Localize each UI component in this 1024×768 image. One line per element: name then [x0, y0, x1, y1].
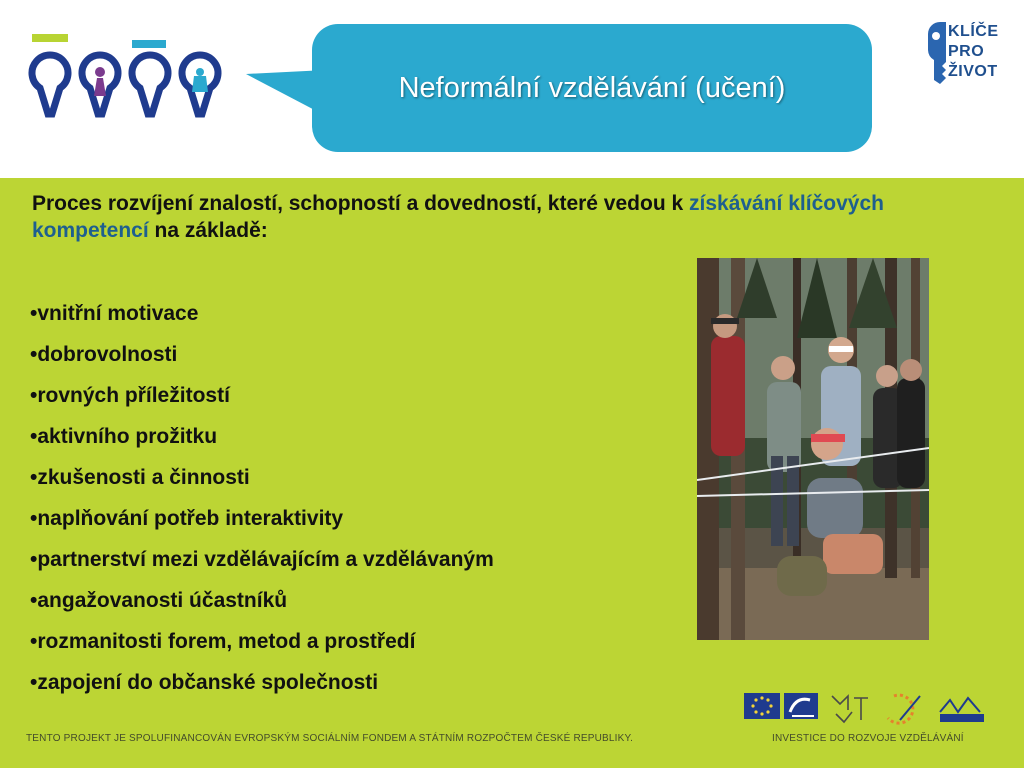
nidm-logo-icon — [940, 698, 984, 722]
bullet-list — [30, 295, 494, 705]
list-item: •naplňování potřeb interaktivity — [30, 507, 344, 530]
list-item: •aktivního prožitku — [30, 425, 218, 448]
brand-line-1: KLÍČE — [948, 23, 999, 40]
list-item: •dobrovolnosti — [30, 343, 178, 366]
keyhole-figures-logo-icon — [28, 26, 228, 118]
intro-paragraph — [32, 190, 912, 244]
op-logo-icon — [888, 695, 920, 723]
brand-line-2: PRO — [948, 43, 985, 60]
footer-funding-note: TENTO PROJEKT JE SPOLUFINANCOVÁN EVROPSKÝM SOCIÁLNÍM FONDEM A STÁTNÍM ROZPOČTEM ČESKÉ REPUBLIKY. — [26, 733, 634, 744]
list-item: •vnitřní motivace — [30, 302, 199, 325]
intro-text-2: na základě: — [148, 219, 268, 242]
list-item: •rozmanitosti forem, metod a prostředí — [30, 630, 416, 653]
forest-activity-photo — [697, 258, 929, 640]
footer-investment-slogan: INVESTICE DO ROZVOJE VZDĚLÁVÁNÍ — [772, 733, 964, 744]
msmt-logo-icon — [832, 696, 868, 722]
funding-logos — [744, 690, 1004, 730]
brand-wordmark — [948, 22, 999, 82]
eu-flag-icon — [744, 693, 780, 719]
list-item: •zkušenosti a činnosti — [30, 466, 250, 489]
title-bubble — [312, 24, 872, 152]
list-item: •angažovanosti účastníků — [30, 589, 288, 612]
intro-text-1: Proces rozvíjení znalostí, schopností a dovedností, které vedou k — [32, 192, 689, 215]
esf-logo-icon — [784, 693, 818, 719]
slide-header — [0, 0, 1024, 178]
intro-highlight: získávání klíčových kompetencí — [32, 192, 884, 242]
list-item: •partnerství mezi vzdělávajícím a vzdělávaným — [30, 548, 494, 571]
brand-line-3: ŽIVOT — [948, 63, 998, 80]
list-item: •zapojení do občanské společnosti — [30, 671, 379, 694]
list-item: •rovných příležitostí — [30, 384, 230, 407]
slide-title: Neformální vzdělávání (učení) — [398, 71, 786, 104]
